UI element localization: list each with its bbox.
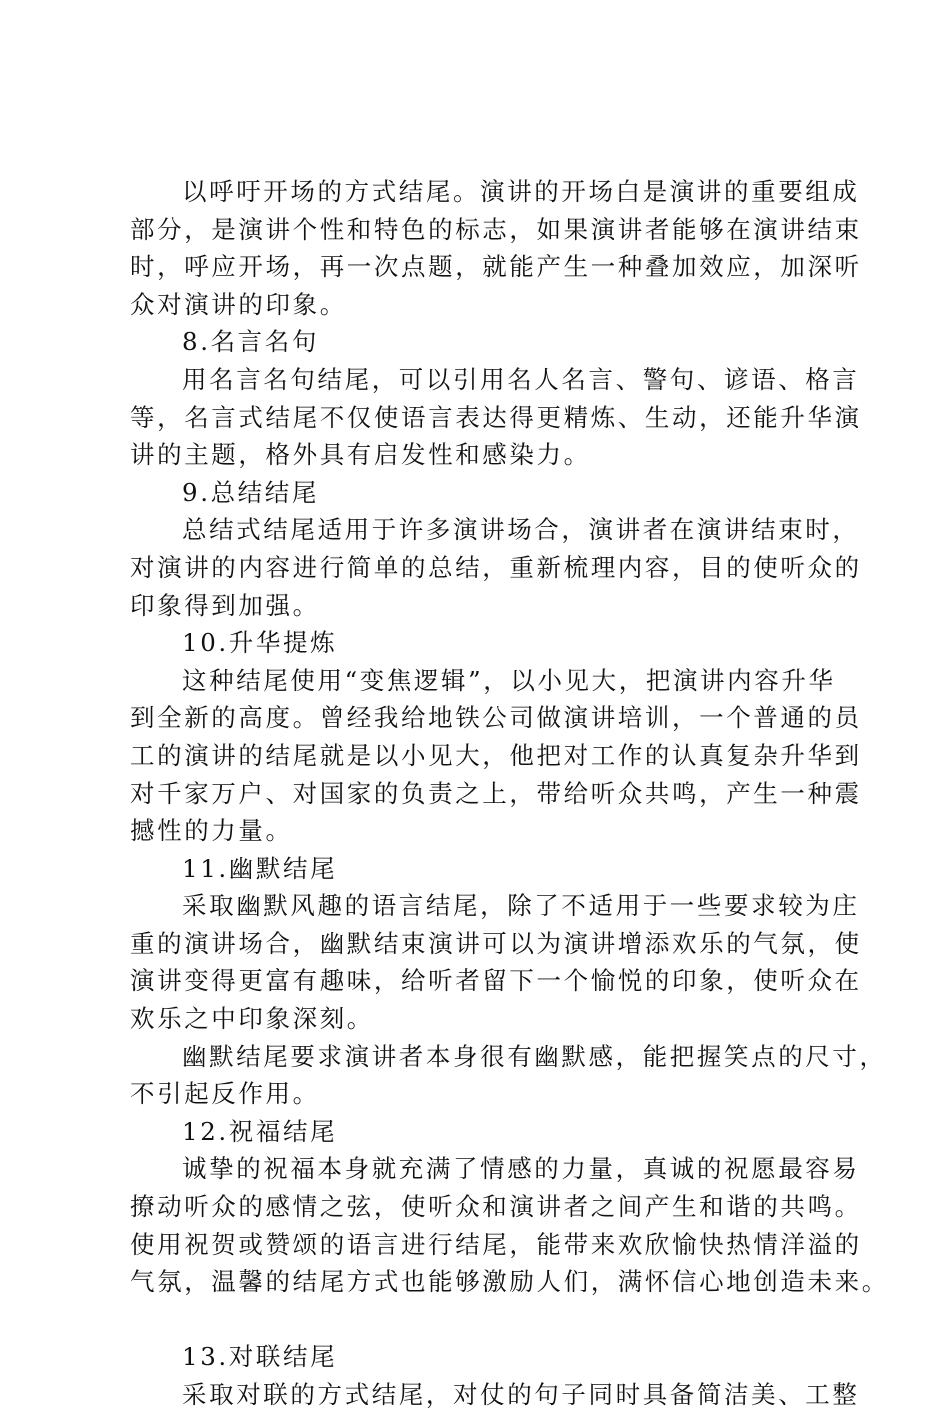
paragraph-line: 对演讲的内容进行简单的总结，重新梳理内容，目的使听众的 — [130, 552, 862, 582]
blank-line — [130, 1301, 840, 1339]
paragraph-line: 采取幽默风趣的语言结尾，除了不适用于一些要求较为庄 — [182, 891, 860, 921]
paragraph-line: 使用祝贺或赞颂的语言进行结尾，能带来欢欣愉快热情洋溢的 — [130, 1229, 862, 1259]
paragraph-line: 诚挚的祝福本身就充满了情感的力量，真诚的祝愿最容易 — [182, 1154, 860, 1184]
paragraph-line: 部分，是演讲个性和特色的标志，如果演讲者能够在演讲结束 — [130, 214, 862, 244]
paragraph-line: 到全新的高度。曾经我给地铁公司做演讲培训，一个普通的员 — [130, 703, 862, 733]
section-heading: 9.总结结尾 — [182, 477, 319, 507]
section-heading: 10.升华提炼 — [182, 628, 338, 658]
paragraph-line: 撩动听众的感情之弦，使听众和演讲者之间产生和谐的共鸣。 — [130, 1192, 862, 1222]
section-heading: 13.对联结尾 — [182, 1342, 338, 1372]
paragraph-line: 时，呼应开场，再一次点题，就能产生一种叠加效应，加深听 — [130, 252, 862, 282]
paragraph-line: 总结式结尾适用于许多演讲场合，演讲者在演讲结束时， — [182, 515, 860, 545]
paragraph-line: 讲的主题，格外具有启发性和感染力。 — [130, 440, 591, 470]
paragraph-line: 气氛，温馨的结尾方式也能够激励人们，满怀信心地创造未来。 — [130, 1267, 889, 1297]
paragraph-line: 以呼吁开场的方式结尾。演讲的开场白是演讲的重要组成 — [182, 177, 860, 206]
document-body — [130, 173, 889, 1414]
paragraph-line: 欢乐之中印象深刻。 — [130, 1004, 374, 1034]
section-heading: 11.幽默结尾 — [182, 853, 338, 883]
paragraph-line: 这种结尾使用“变焦逻辑”，以小见大，把演讲内容升华 — [182, 665, 836, 695]
paragraph-line: 对千家万户、对国家的负责之上，带给听众共鸣，产生一种震 — [130, 778, 862, 808]
paragraph-line: 印象得到加强。 — [130, 590, 320, 620]
paragraph-line: 不引起反作用。 — [130, 1079, 320, 1109]
section-heading: 12.祝福结尾 — [182, 1116, 338, 1146]
paragraph-line: 众对演讲的印象。 — [130, 289, 347, 319]
paragraph-line: 幽默结尾要求演讲者本身很有幽默感，能把握笑点的尺寸， — [182, 1041, 887, 1071]
paragraph-line: 用名言名句结尾，可以引用名人名言、警句、谚语、格言 — [182, 364, 860, 394]
paragraph-line: 演讲变得更富有趣味，给听者留下一个愉悦的印象，使听众在 — [130, 966, 862, 996]
section-heading: 8.名言名句 — [182, 327, 319, 357]
paragraph-line: 等，名言式结尾不仅使语言表达得更精炼、生动，还能升华演 — [130, 402, 862, 432]
paragraph-line: 重的演讲场合，幽默结束演讲可以为演讲增添欢乐的气氛，使 — [130, 928, 862, 958]
paragraph-line: 撼性的力量。 — [130, 816, 293, 846]
paragraph-line: 工的演讲的结尾就是以小见大，他把对工作的认真复杂升华到 — [130, 740, 862, 770]
paragraph-line: 采取对联的方式结尾，对仗的句子同时具备简洁美、工整 — [182, 1380, 860, 1409]
